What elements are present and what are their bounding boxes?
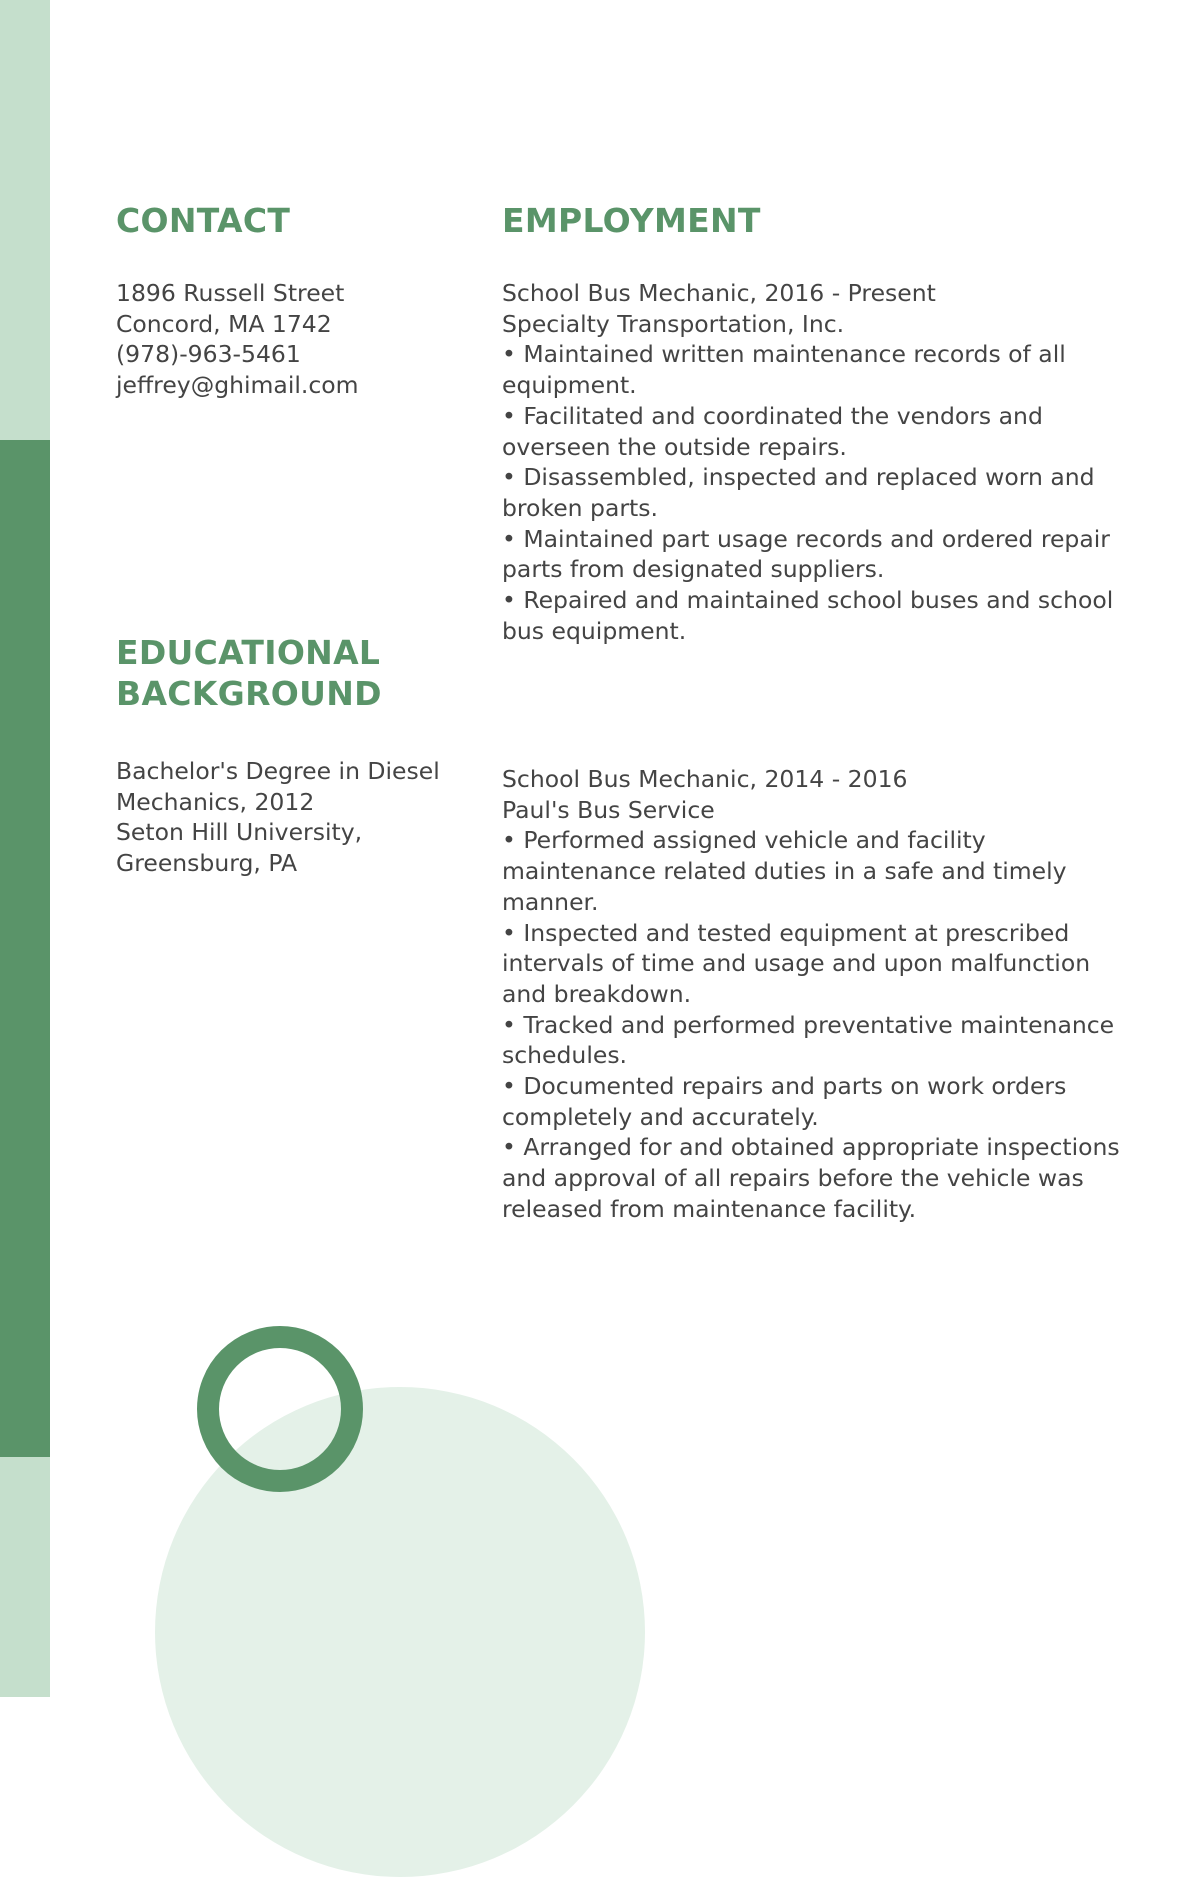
decorative-strip-top bbox=[0, 0, 50, 440]
job-bullet: • Facilitated and coordinated the vendors and overseen the outside repairs. bbox=[502, 401, 1043, 461]
job-entry bbox=[502, 764, 1127, 1225]
job-bullet: • Maintained part usage records and ordered repair parts from designated suppliers. bbox=[502, 524, 1110, 584]
contact-phone: (978)-963-5461 bbox=[116, 340, 301, 369]
job-company: Specialty Transportation, Inc. bbox=[502, 309, 845, 338]
employment-heading: EMPLOYMENT bbox=[502, 201, 761, 240]
job-entry bbox=[502, 278, 1127, 646]
education-heading: EDUCATIONAL BACKGROUND bbox=[116, 633, 382, 713]
contact-heading: CONTACT bbox=[116, 201, 291, 240]
education-school: Seton Hill University, Greensburg, PA bbox=[116, 818, 363, 878]
job-bullet: • Inspected and tested equipment at prescribed intervals of time and usage and upon malfunction and breakdown. bbox=[502, 918, 1091, 1008]
contact-details bbox=[116, 278, 359, 401]
contact-email: jeffrey@ghimail.com bbox=[116, 371, 359, 400]
decorative-ring bbox=[197, 1326, 363, 1492]
job-bullet: • Maintained written maintenance records of all equipment. bbox=[502, 340, 1066, 400]
job-company: Paul's Bus Service bbox=[502, 795, 715, 824]
decorative-strip-middle bbox=[0, 440, 50, 1457]
education-degree: Bachelor's Degree in Diesel Mechanics, 2012 bbox=[116, 757, 440, 816]
job-bullet: • Repaired and maintained school buses and school bus equipment. bbox=[502, 586, 1114, 645]
job-bullet: • Performed assigned vehicle and facility maintenance related duties in a safe and timely manner. bbox=[502, 826, 1067, 916]
job-bullet: • Documented repairs and parts on work orders completely and accurately. bbox=[502, 1072, 1067, 1131]
contact-city: Concord, MA 1742 bbox=[116, 309, 332, 338]
job-title: School Bus Mechanic, 2016 - Present bbox=[502, 279, 936, 307]
decorative-strip-bottom bbox=[0, 1457, 50, 1697]
job-title: School Bus Mechanic, 2014 - 2016 bbox=[502, 765, 908, 793]
education-details bbox=[116, 756, 456, 879]
contact-address: 1896 Russell Street bbox=[116, 279, 345, 307]
job-bullet: • Disassembled, inspected and replaced worn and broken parts. bbox=[502, 463, 1095, 522]
job-bullet: • Tracked and performed preventative maintenance schedules. bbox=[502, 1010, 1115, 1070]
job-bullet: • Arranged for and obtained appropriate inspections and approval of all repairs before the vehicle was released from maintenance facility. bbox=[502, 1133, 1120, 1223]
